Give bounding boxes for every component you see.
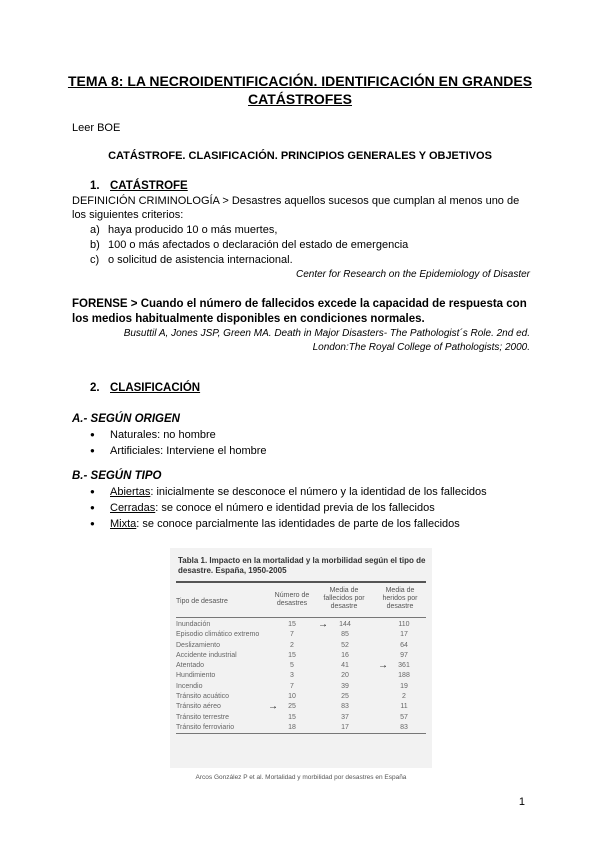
table-top-rule [176, 581, 426, 583]
reference-line-1: Busuttil A, Jones JSP, Green MA. Death in Major Disasters- The Pathologist´s Role. 2nd ed. [123, 328, 530, 339]
table-cell-value: 97 [400, 651, 408, 659]
table-header-rule [176, 617, 426, 618]
table-cell-value: 3 [290, 672, 294, 680]
table-cell-type: Deslizamiento [176, 641, 220, 649]
table-cell-value: 188 [398, 672, 410, 680]
table-cell-value: 361 [398, 662, 410, 670]
section-2-number: 2. [90, 382, 100, 394]
table-caption: Arcos González P et al. Mortalidad y morbilidad por desastres en España [195, 774, 407, 781]
list-item-text: : se conoce parcialmente las identidades de parte de los fallecidos [136, 518, 460, 530]
table-cell-value: 18 [288, 723, 296, 731]
table-row [176, 620, 426, 630]
table-row [176, 682, 426, 692]
table-row [176, 661, 426, 671]
list-item-text: : inicialmente se desconoce el número y la identidad de los fallecidos [150, 486, 487, 498]
arrow-icon: → [318, 619, 328, 630]
table-cell-value: 7 [290, 631, 294, 639]
table-row [176, 630, 426, 640]
section-subtitle: CATÁSTROFE. CLASIFICACIÓN. PRINCIPIOS GENERALES Y OBJETIVOS [108, 150, 492, 162]
table-cell-type: Hundimiento [176, 672, 216, 680]
list-item [90, 500, 487, 516]
table-cell-type: Accidente industrial [176, 651, 237, 659]
table-cell-value: 15 [288, 713, 296, 721]
table-row [176, 713, 426, 723]
table-cell-value: 10 [288, 693, 296, 701]
table-cell-value: 41 [341, 662, 349, 670]
table-cell-type: Tránsito ferroviario [176, 723, 235, 731]
header-heridos: Media de heridos por desastre [382, 587, 418, 610]
table-cell-value: 83 [400, 723, 408, 731]
criteria-marker: a) [90, 224, 100, 236]
reference-line-2: London:The Royal College of Pathologists; 2000. [312, 342, 530, 353]
term-abiertas: Abiertas [110, 486, 151, 498]
table-cell-type: Tránsito acuático [176, 693, 230, 701]
table-cell-value: 15 [288, 651, 296, 659]
table-cell-value: 11 [400, 703, 408, 711]
table-cell-value: 2 [290, 641, 294, 649]
table-cell-type: Tránsito aéreo [176, 703, 221, 711]
table-cell-value: 5 [290, 662, 294, 670]
table-row [176, 723, 426, 733]
table-cell-value: 144 [339, 621, 351, 628]
table-cell-value: 110 [398, 621, 410, 628]
table-row [176, 702, 426, 712]
page-title: TEMA 8: LA NECROIDENTIFICACIÓN. IDENTIFICACIÓN EN GRANDES CATÁSTROFES [67, 73, 533, 107]
table-cell-value: 52 [341, 641, 349, 649]
list-item [90, 484, 487, 500]
table-cell-value: 17 [341, 723, 349, 731]
list-item-text: Artificiales: Interviene el hombre [110, 445, 267, 457]
bullet-icon: ● [90, 519, 95, 528]
table-cell-value: 15 [288, 621, 296, 628]
criteria-item [90, 223, 408, 238]
table-cell-value: 25 [341, 693, 349, 701]
table-cell-value: 39 [341, 682, 349, 690]
table-cell-value: 85 [341, 631, 349, 639]
criteria-marker: b) [90, 239, 100, 251]
leer-boe-note: Leer BOE [72, 122, 121, 134]
table-row [176, 651, 426, 661]
term-cerradas: Cerradas [110, 502, 156, 514]
table-cell-value: 16 [341, 651, 349, 659]
table-cell-value: 2 [402, 693, 406, 701]
criteria-text: 100 o más afectados o declaración del estado de emergencia [108, 239, 409, 251]
table-cell-type: Tránsito terrestre [176, 713, 230, 721]
header-fallecidos: Media de fallecidos por desastre [323, 587, 365, 610]
section-2-label: CLASIFICACIÓN [110, 382, 201, 394]
table-cell-value: 7 [290, 682, 294, 690]
arrow-icon: → [268, 701, 278, 713]
table-cell-type: Episodio climático extremo [176, 631, 260, 639]
table-cell-value: 57 [400, 713, 408, 721]
list-item-text: Naturales: no hombre [110, 429, 216, 441]
table-cell-value: 25 [288, 703, 296, 711]
section-2-heading [90, 382, 200, 394]
criteria-text: o solicitud de asistencia internacional. [108, 254, 293, 266]
bullet-icon: ● [90, 446, 95, 455]
origen-list [90, 427, 267, 459]
header-tipo: Tipo de desastre [176, 598, 228, 605]
criteria-item [90, 238, 408, 253]
table-cell-value: 37 [341, 713, 349, 721]
bullet-icon: ● [90, 430, 95, 439]
table-bottom-rule [176, 733, 426, 734]
bullet-icon: ● [90, 487, 95, 496]
definition-paragraph: DEFINICIÓN CRIMINOLOGÍA > Desastres aquellos sucesos que cumplan al menos uno de los siguientes criterios: [72, 195, 520, 221]
table-cell-value: 17 [400, 631, 408, 639]
criteria-list [90, 223, 408, 268]
header-numero: Número de desastres [274, 592, 310, 607]
table-row [176, 671, 426, 681]
criteria-source: Center for Research on the Epidemiology of Disaster [295, 269, 530, 280]
list-item [90, 516, 487, 532]
criteria-item [90, 253, 408, 268]
table-body [176, 620, 426, 733]
tipo-list [90, 484, 487, 532]
section-1-label: CATÁSTROFE [110, 180, 188, 192]
arrow-icon: → [378, 660, 388, 672]
table-row [176, 641, 426, 651]
page-number: 1 [518, 796, 525, 808]
table-row [176, 692, 426, 702]
criteria-marker: c) [90, 254, 100, 266]
forense-definition: FORENSE > Cuando el número de fallecidos excede la capacidad de respuesta con los medios habitualmente disponibles en condiciones normales. [72, 298, 527, 325]
bullet-icon: ● [90, 503, 95, 512]
criteria-text: haya producido 10 o más muertes, [108, 224, 278, 236]
origen-heading: A.- SEGÚN ORIGEN [72, 413, 180, 425]
tipo-heading: B.- SEGÚN TIPO [72, 470, 162, 482]
list-item-text: : se conoce el número e identidad previa de los fallecidos [155, 502, 435, 514]
table-title: Tabla 1. Impacto en la mortalidad y la morbilidad según el tipo de desastre. España, 1950-2005 [178, 556, 426, 575]
section-1-number: 1. [90, 180, 100, 192]
table-cell-value: 19 [400, 682, 408, 690]
section-1-heading [90, 180, 188, 192]
table-cell-value: 83 [341, 703, 349, 711]
term-mixta: Mixta [110, 518, 137, 530]
list-item [90, 443, 267, 459]
table-cell-type: Atentado [176, 662, 205, 670]
table-cell-type: Incendio [176, 682, 203, 690]
table-cell-type: Inundación [176, 621, 211, 628]
table-cell-value: 64 [400, 641, 408, 649]
list-item [90, 427, 267, 443]
table-cell-value: 20 [341, 672, 349, 680]
